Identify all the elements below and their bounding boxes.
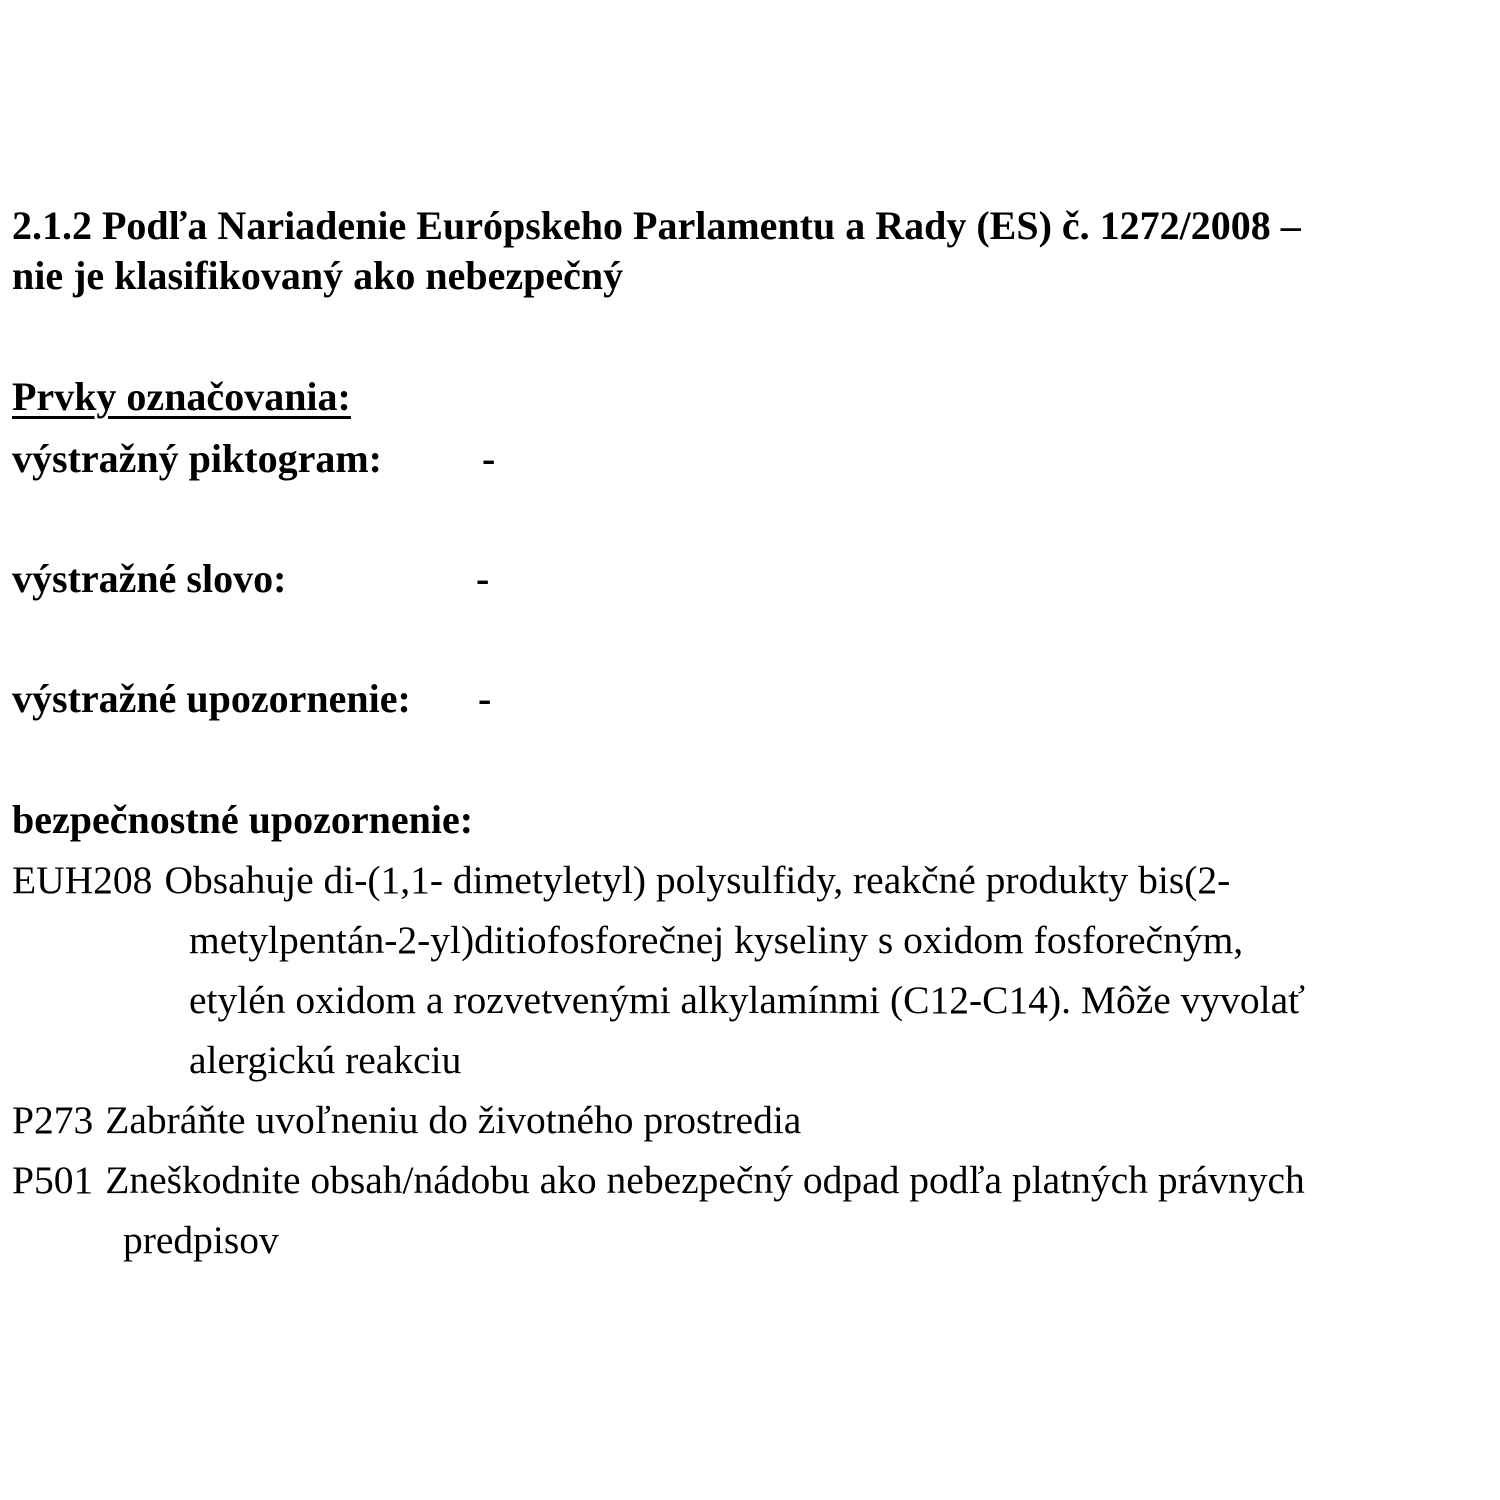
statement-euh208-line-4: alergickú reakciu [189,1038,462,1082]
statement-p501-code: P501 [12,1158,94,1202]
labelling-heading: Prvky označovania: [12,374,351,419]
statement-p501-text-1: Zneškodnite obsah/nádobu ako nebezpečný odpad podľa platných právnych [105,1158,1305,1202]
field-hazard-statement [12,675,492,723]
field-pictogram-label: výstražný piktogram: [12,436,382,481]
statement-euh208-line-2: metylpentán-2-yl)ditiofosforečnej kyseliny s oxidom fosforečným, [189,918,1244,962]
field-signal-word [12,555,490,603]
field-signal-word-value: - [476,556,490,601]
section-title-line-1: 2.1.2 Podľa Nariadenie Európskeho Parlamentu a Rady (ES) č. 1272/2008 – [12,203,1301,248]
statement-euh208-line-3: etylén oxidom a rozvetvenými alkylamínmi (C12-C14). Môže vyvolať [189,978,1306,1022]
field-signal-word-label: výstražné slovo: [12,556,287,601]
statement-euh208-code: EUH208 [12,858,153,902]
statement-p501-line-2: predpisov [123,1218,279,1262]
field-pictogram [12,435,496,483]
field-hazard-statement-value: - [478,676,492,721]
statement-p273 [12,1096,801,1144]
field-hazard-statement-label: výstražné upozornenie: [12,676,411,721]
statement-euh208-text-1: Obsahuje di-(1,1- dimetyletyl) polysulfidy, reakčné produkty bis(2- [164,858,1231,902]
statement-p501-line-1 [12,1156,1305,1204]
field-pictogram-value: - [482,436,496,481]
statement-p273-text: Zabráňte uvoľneniu do životného prostredia [105,1098,802,1142]
statement-euh208-line-1 [12,856,1230,904]
section-title-line-2: nie je klasifikovaný ako nebezpečný [12,253,624,298]
statement-p273-code: P273 [12,1098,94,1142]
safety-statements-heading: bezpečnostné upozornenie: [12,797,474,842]
